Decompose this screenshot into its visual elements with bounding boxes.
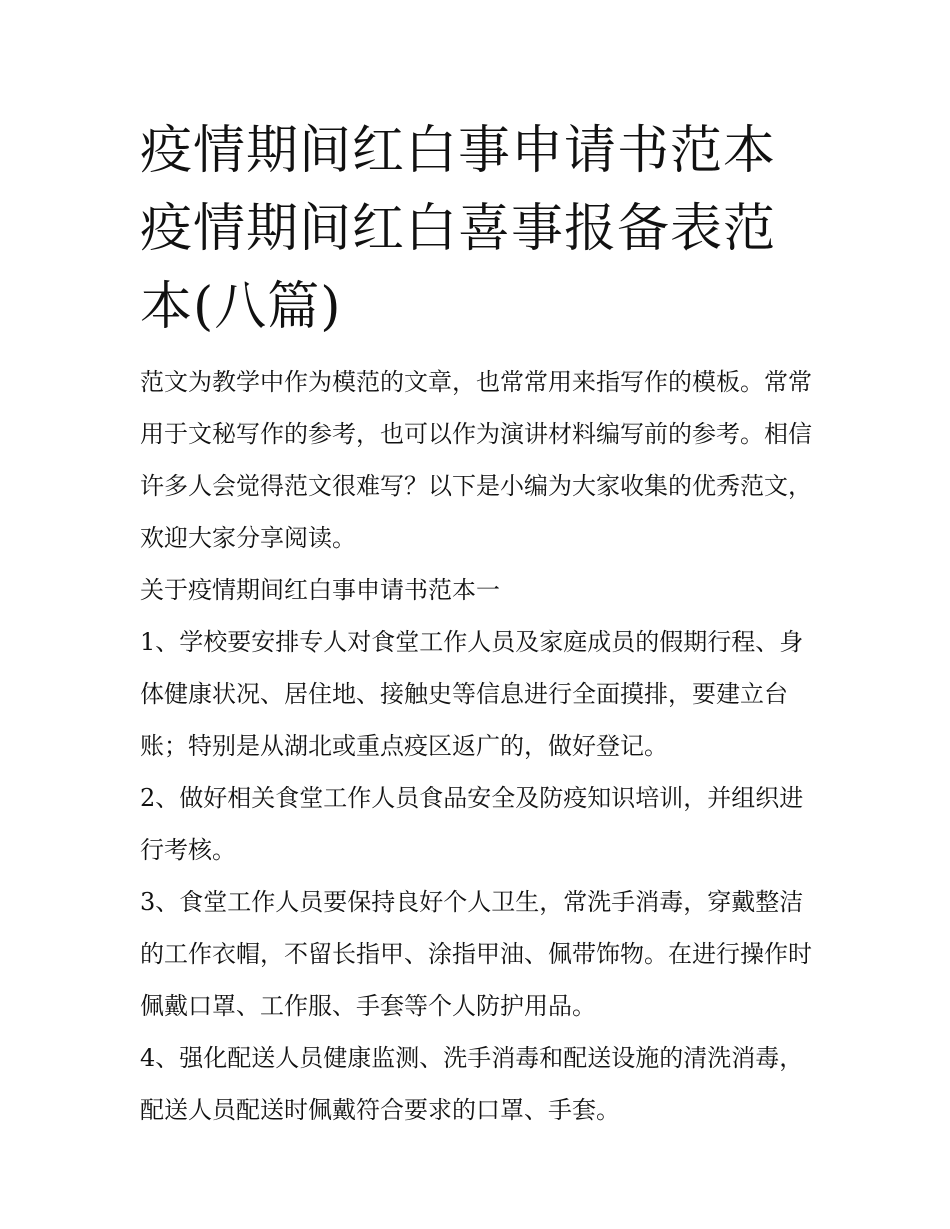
document-title: 疫情期间红白事申请书范本 疫情期间红白喜事报备表范本(八篇) bbox=[140, 121, 777, 337]
section-heading: 关于疫情期间红白事申请书范本一 bbox=[140, 576, 500, 604]
intro-paragraph: 范文为教学中作为模范的文章，也常常用来指写作的模板。常常用于文秘写作的参考，也可以作为演讲材料编写前的参考。相信许多人会觉得范文很难写？以下是小编为大家收集的优秀范文，欢迎大家分享阅读。 bbox=[140, 368, 812, 552]
document-body bbox=[140, 356, 820, 1136]
list-item: 4、强化配送人员健康监测、洗手消毒和配送设施的清洗消毒，配送人员配送时佩戴符合要求的口罩、手套。 bbox=[140, 1044, 804, 1124]
list-item: 3、食堂工作人员要保持良好个人卫生，常洗手消毒，穿戴整洁的工作衣帽，不留长指甲、涂指甲油、佩带饰物。在进行操作时佩戴口罩、工作服、手套等个人防护用品。 bbox=[140, 888, 812, 1020]
list-item: 2、做好相关食堂工作人员食品安全及防疫知识培训，并组织进行考核。 bbox=[140, 784, 804, 864]
list-item: 1、学校要安排专人对食堂工作人员及家庭成员的假期行程、身体健康状况、居住地、接触史等信息进行全面摸排，要建立台账；特别是从湖北或重点疫区返广的，做好登记。 bbox=[140, 628, 804, 760]
